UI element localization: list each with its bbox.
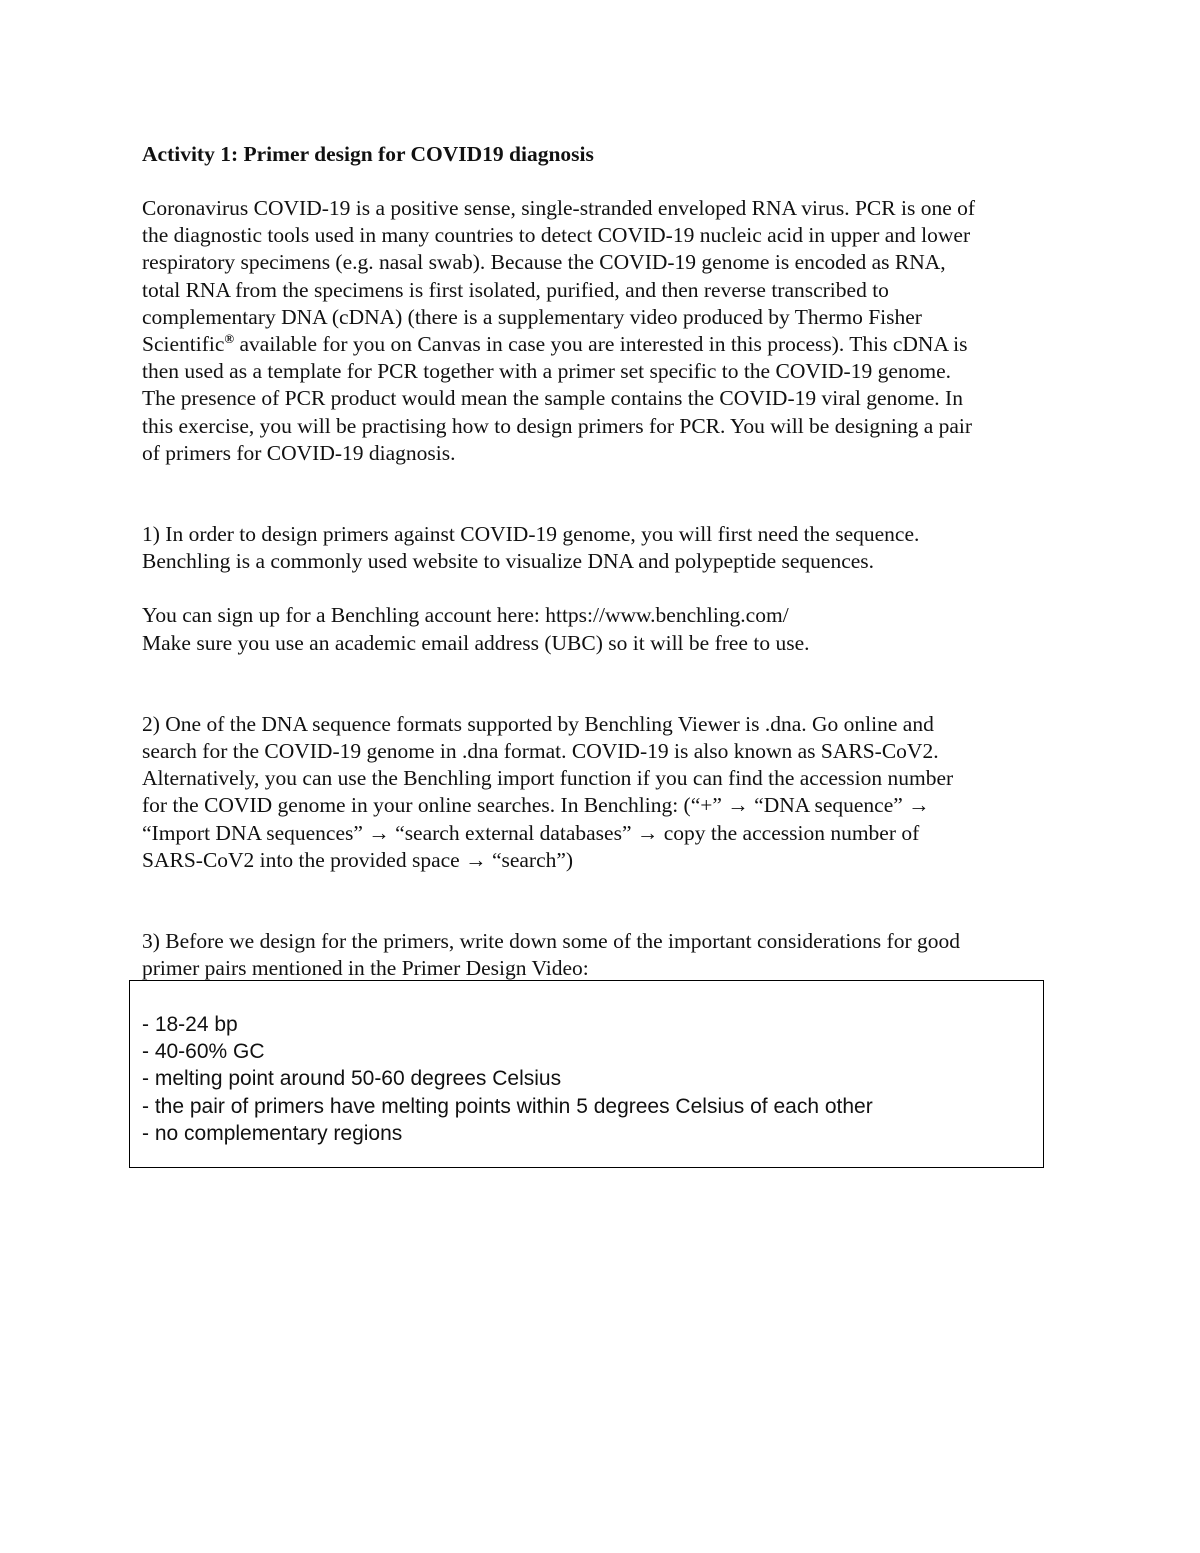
intro-line: complementary DNA (cDNA) (there is a supplementary video produced by Thermo Fisher [142, 304, 922, 329]
answer-item: - no complementary regions [142, 1121, 403, 1145]
document-body [142, 141, 1072, 982]
step-2-line: SARS-CoV2 into the provided space → “search”) [142, 847, 574, 872]
intro-line: this exercise, you will be practising how to design primers for PCR. You will be designing a pair [142, 413, 973, 438]
intro-line: then used as a template for PCR together with a primer set specific to the COVID-19 genome. [142, 359, 952, 384]
step-2-line: 2) One of the DNA sequence formats supported by Benchling Viewer is .dna. Go online and [142, 711, 934, 736]
step-1-line: 1) In order to design primers against COVID-19 genome, you will first need the sequence. [142, 522, 920, 547]
registered-mark: ® [224, 330, 235, 346]
intro-line: of primers for COVID-19 diagnosis. [142, 440, 456, 465]
intro-line: respiratory specimens (e.g. nasal swab). Because the COVID-19 genome is encoded as RNA, [142, 250, 946, 275]
step-2-line: “Import DNA sequences” → “search external databases” → copy the accession number of [142, 820, 920, 845]
intro-paragraph [142, 195, 1072, 467]
signup-line: Make sure you use an academic email address (UBC) so it will be free to use. [142, 630, 810, 655]
activity-title: Activity 1: Primer design for COVID19 diagnosis [142, 142, 594, 166]
intro-line: total RNA from the specimens is first isolated, purified, and then reverse transcribed to [142, 277, 889, 302]
step-2-line: for the COVID genome in your online searches. In Benchling: (“+” → “DNA sequence” → [142, 793, 930, 818]
answer-item: - melting point around 50-60 degrees Celsius [142, 1067, 562, 1091]
scientific-rest: available for you on Canvas in case you are interested in this process). This cDNA is [234, 332, 968, 357]
signup-line: You can sign up for a Benchling account here: https://www.benchling.com/ [142, 603, 789, 628]
answer-item: - the pair of primers have melting points within 5 degrees Celsius of each other [142, 1094, 873, 1118]
scientific-word: Scientific [142, 332, 225, 357]
intro-line: The presence of PCR product would mean the sample contains the COVID-19 viral genome. In [142, 386, 963, 411]
step-2-line: Alternatively, you can use the Benchling import function if you can find the accession number [142, 766, 954, 791]
step-3-line: primer pairs mentioned in the Primer Design Video: [142, 956, 589, 981]
step-2-line: search for the COVID-19 genome in .dna format. COVID-19 is also known as SARS-CoV2. [142, 739, 939, 764]
step-3-line: 3) Before we design for the primers, write down some of the important considerations for good [142, 929, 960, 954]
step-1-line: Benchling is a commonly used website to visualize DNA and polypeptide sequences. [142, 549, 875, 574]
intro-line: Coronavirus COVID-19 is a positive sense, single-stranded enveloped RNA virus. PCR is one of [142, 196, 976, 220]
step-3-paragraph [142, 928, 1072, 982]
signup-paragraph [142, 602, 1072, 656]
answer-item: - 18-24 bp [142, 1013, 238, 1036]
intro-line-scientific [142, 331, 1072, 358]
step-2-paragraph [142, 711, 1072, 874]
step-1-paragraph [142, 521, 1072, 575]
answer-text-box[interactable] [129, 980, 1044, 1168]
answer-list [142, 1011, 873, 1147]
intro-line: the diagnostic tools used in many countries to detect COVID-19 nucleic acid in upper and lower [142, 223, 971, 248]
answer-item: - 40-60% GC [142, 1040, 265, 1064]
